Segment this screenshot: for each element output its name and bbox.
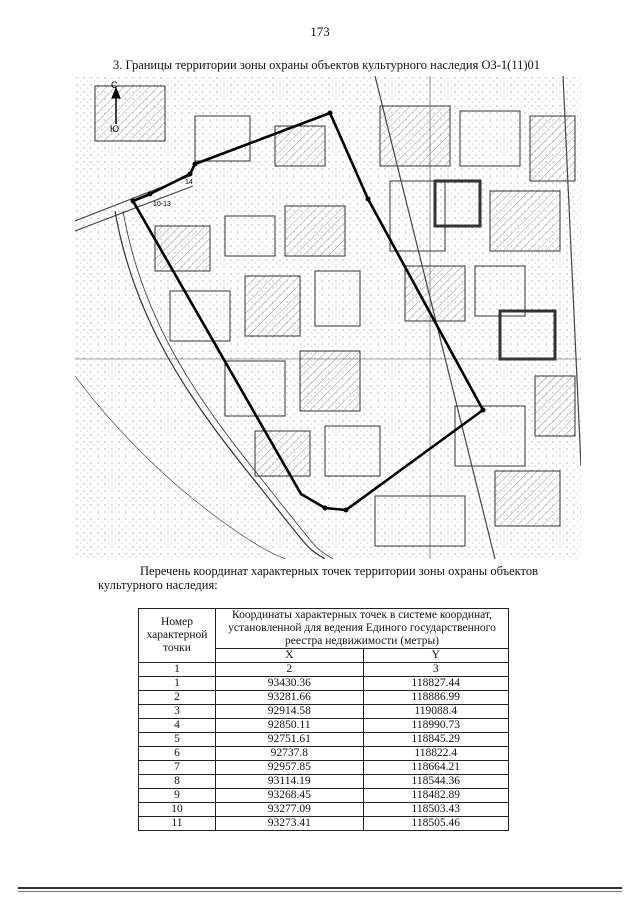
table-cell: 118503.43 <box>363 803 509 817</box>
table-cell: 93114.19 <box>216 775 364 789</box>
table-cell: 4 <box>139 719 216 733</box>
table-cell: 118990.73 <box>363 719 509 733</box>
table-cell: 8 <box>139 775 216 789</box>
compass-north-label: С <box>111 80 118 90</box>
footer-rule-thin <box>18 891 622 892</box>
table-cell: 3 <box>363 663 509 677</box>
header-point-number: Номер характерной точки <box>139 609 216 663</box>
table-cell: 118827.44 <box>363 677 509 691</box>
table-row <box>139 789 509 803</box>
table-row <box>139 803 509 817</box>
table-cell: 118664.21 <box>363 761 509 775</box>
territory-map <box>75 76 581 559</box>
coordinates-table <box>138 608 509 831</box>
table-cell: 93430.36 <box>216 677 364 691</box>
table-cell: 93273.41 <box>216 817 364 831</box>
table-row <box>139 761 509 775</box>
header-coordinates: Координаты характерных точек в системе координат, установленной для ведения Единого государственного реестра недвижимости (метры) <box>216 609 509 649</box>
caption-text: Перечень координат характерных точек территории зоны охраны объектов культурного наследия: <box>98 564 539 592</box>
table-cell: 118544.36 <box>363 775 509 789</box>
table-row <box>139 775 509 789</box>
table-index-row <box>139 663 509 677</box>
caption <box>98 564 568 592</box>
table-cell: 118505.46 <box>363 817 509 831</box>
point-label-10-13: 10-13 <box>153 201 171 208</box>
table-cell: 3 <box>139 705 216 719</box>
table-cell: 1 <box>139 663 216 677</box>
page-number: 173 <box>310 24 330 39</box>
table-cell: 7 <box>139 761 216 775</box>
table-cell: 1 <box>139 677 216 691</box>
table-row <box>139 733 509 747</box>
table-cell: 10 <box>139 803 216 817</box>
table-row <box>139 705 509 719</box>
point-label-14: 14 <box>185 179 193 186</box>
table-cell: 92914.58 <box>216 705 364 719</box>
table-row <box>139 677 509 691</box>
table-cell: 93277.09 <box>216 803 364 817</box>
table-cell: 119088.4 <box>363 705 509 719</box>
section-title: 3. Границы территории зоны охраны объектов культурного наследия ОЗ-1(11)01 <box>113 58 541 72</box>
table-cell: 5 <box>139 733 216 747</box>
table-cell: 2 <box>139 691 216 705</box>
table-cell: 6 <box>139 747 216 761</box>
table-cell: 92850.11 <box>216 719 364 733</box>
footer-rule <box>18 887 622 889</box>
table-cell: 93281.66 <box>216 691 364 705</box>
table-cell: 92751.61 <box>216 733 364 747</box>
table-cell: 92737.8 <box>216 747 364 761</box>
table-row <box>139 817 509 831</box>
header-y: Y <box>363 649 509 663</box>
table-cell: 9 <box>139 789 216 803</box>
table-row <box>139 691 509 705</box>
table-cell: 93268.45 <box>216 789 364 803</box>
table-row <box>139 747 509 761</box>
table-cell: 92957.85 <box>216 761 364 775</box>
table-cell: 11 <box>139 817 216 831</box>
table-cell: 118822.4 <box>363 747 509 761</box>
table-cell: 118886.99 <box>363 691 509 705</box>
table-row <box>139 719 509 733</box>
table-cell: 2 <box>216 663 364 677</box>
header-x: X <box>216 649 364 663</box>
table-cell: 118845.29 <box>363 733 509 747</box>
compass-south-label: Ю <box>110 124 120 134</box>
table-cell: 118482.89 <box>363 789 509 803</box>
